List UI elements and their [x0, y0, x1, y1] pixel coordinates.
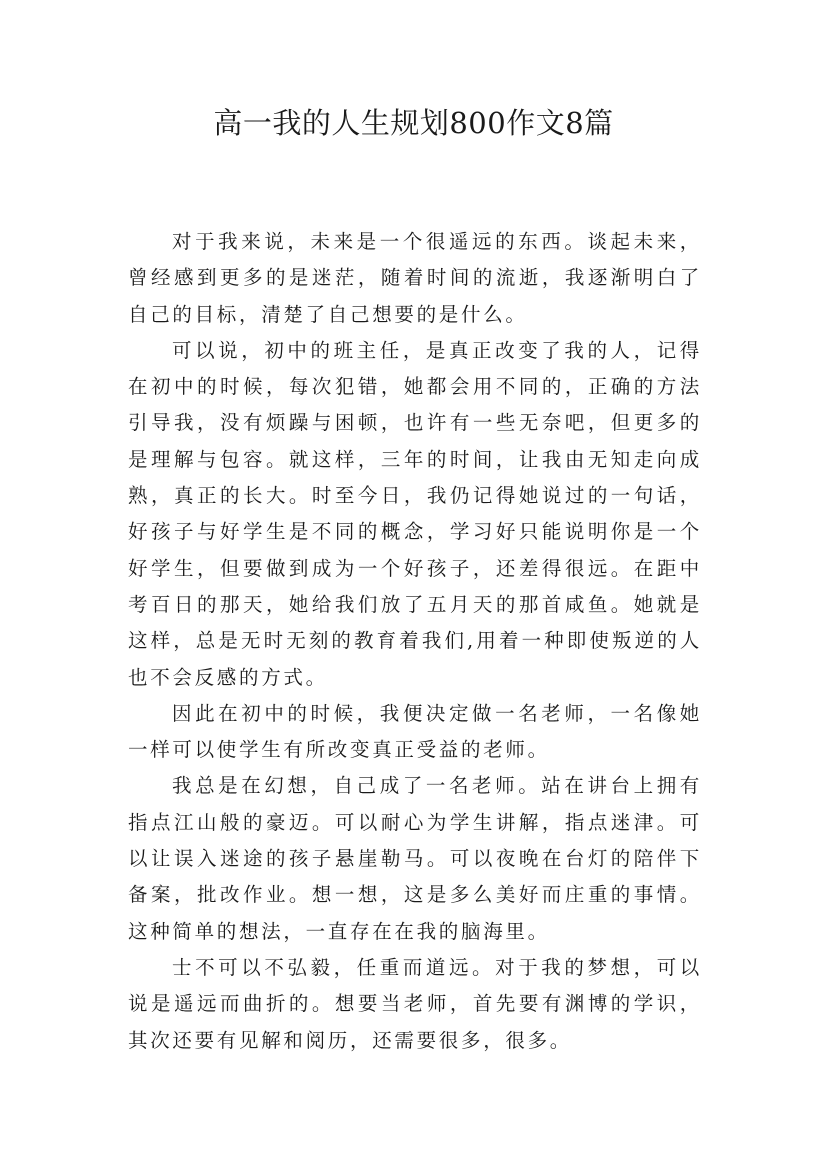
- document-title: 高一我的人生规划800作文8篇: [213, 106, 614, 140]
- paragraph-4: 我总是在幻想，自己成了一名老师。站在讲台上拥有指点江山般的豪迈。可以耐心为学生讲解，指点迷津。可以让误入迷途的孩子悬崖勒马。可以夜晚在台灯的陪伴下备案，批改作业。想一想，这是多么美好而庄重的事情。这种简单的想法，一直存在在我的脑海里。: [128, 774, 702, 943]
- document-body: [128, 224, 702, 1059]
- paragraph-3: 因此在初中的时候，我便决定做一名老师，一名像她一样可以使学生有所改变真正受益的老师。: [128, 701, 702, 762]
- paragraph-1: 对于我来说，未来是一个很遥远的东西。谈起未来，曾经感到更多的是迷茫，随着时间的流逝，我逐渐明白了自己的目标，清楚了自己想要的是什么。: [128, 230, 702, 326]
- paragraph-5: 士不可以不弘毅，任重而道远。对于我的梦想，可以说是遥远而曲折的。想要当老师，首先要有渊博的学识，其次还要有见解和阅历，还需要很多，很多。: [128, 955, 702, 1052]
- paragraph-2: 可以说，初中的班主任，是真正改变了我的人，记得在初中的时候，每次犯错，她都会用不同的，正确的方法引导我，没有烦躁与困顿，也许有一些无奈吧，但更多的是理解与包容。就这样，三年的时间，让我由无知走向成熟，真正的长大。时至今日，我仍记得她说过的一句话，好孩子与好学生是不同的概念，学习好只能说明你是一个好学生，但要做到成为一个好孩子，还差得很远。在距中考百日的那天，她给我们放了五月天的那首咸鱼。她就是这样，总是无时无刻的教育着我们,用着一种即使叛逆的人也不会反感的方式。: [128, 338, 702, 689]
